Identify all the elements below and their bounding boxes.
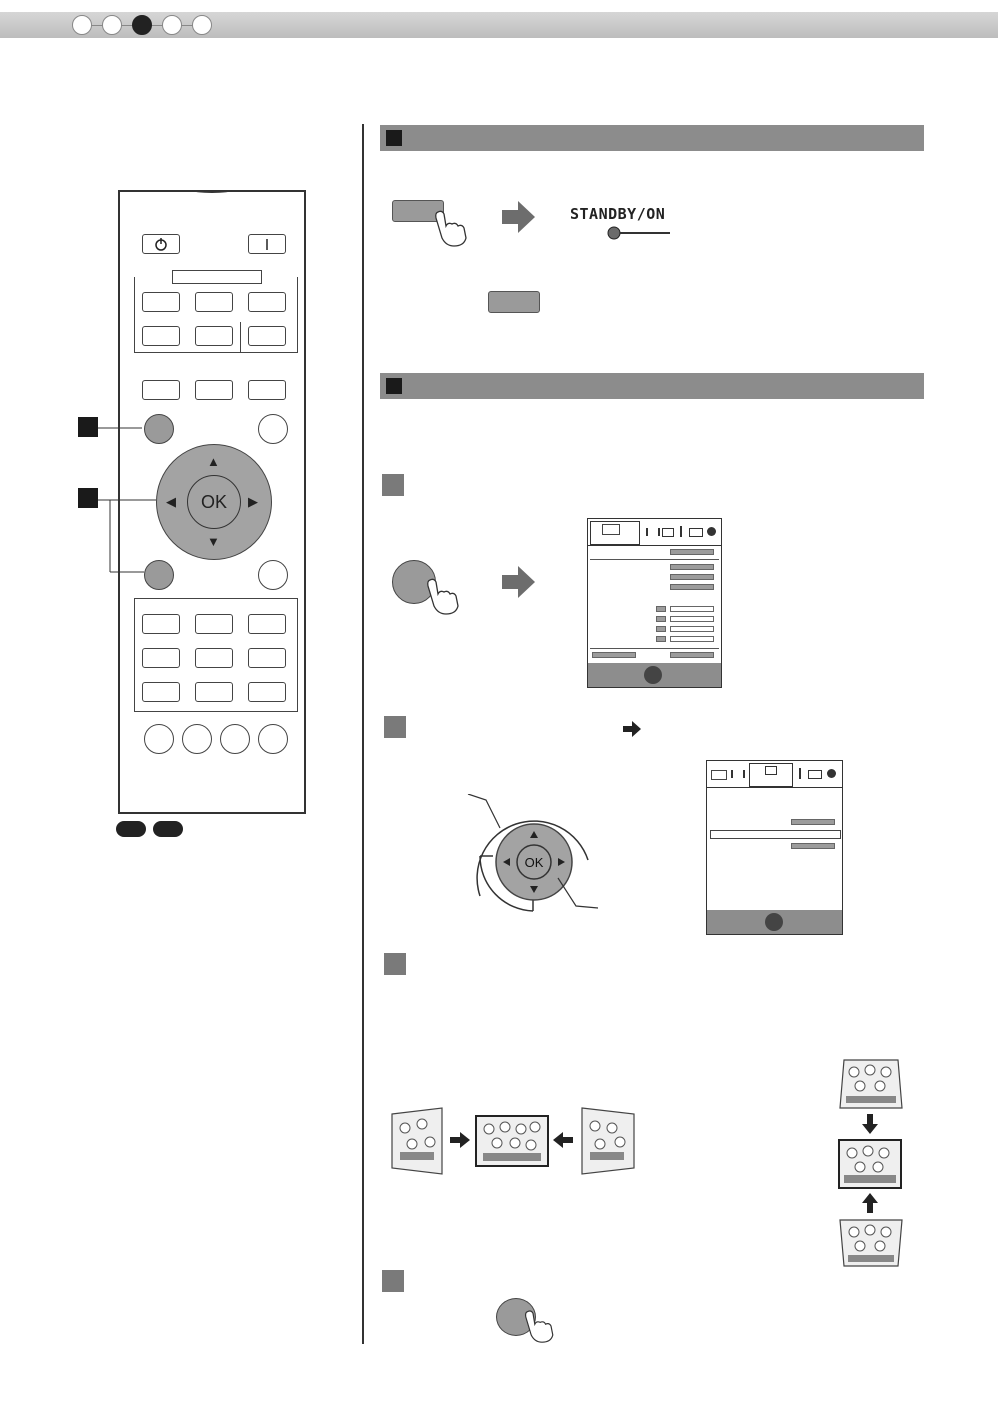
right-arrow-icon xyxy=(449,1132,471,1148)
column-divider xyxy=(362,124,364,1344)
menu-value-4 xyxy=(670,584,714,590)
menu-footer-dpad-icon xyxy=(765,913,783,931)
progress-step-2 xyxy=(102,15,122,35)
dpad-detail-ok-label: OK xyxy=(524,855,544,870)
menu-value-2 xyxy=(791,843,835,849)
menu-tab-bar xyxy=(707,761,842,788)
menu-screen-picture xyxy=(587,518,722,688)
remote-badge-2 xyxy=(153,821,183,837)
progress-step-4 xyxy=(162,15,182,35)
section-marker-2 xyxy=(386,378,402,394)
menu-footer-value-2 xyxy=(670,652,714,658)
menu-screen-installation xyxy=(706,760,843,935)
menu-footer-dpad-icon xyxy=(644,666,662,684)
on-icon xyxy=(249,235,285,253)
remote-marker-1 xyxy=(78,417,98,437)
menu-slider-value-4 xyxy=(656,636,666,642)
menu-value-3 xyxy=(670,574,714,580)
round-button-3[interactable] xyxy=(220,724,250,754)
display-tab-icon xyxy=(662,528,674,537)
menu-slider-value-2 xyxy=(656,616,666,622)
function-tab-icon xyxy=(689,528,703,537)
remote-top-notch xyxy=(192,188,232,193)
grid-button-8[interactable] xyxy=(195,682,233,702)
input-button-3[interactable] xyxy=(248,292,286,312)
grid-button-3[interactable] xyxy=(248,614,286,634)
info-button[interactable] xyxy=(258,560,288,590)
menu-slider-value-1 xyxy=(656,606,666,612)
keystone-image-icon xyxy=(390,1106,444,1176)
wrench-tab-icon xyxy=(799,768,801,779)
menu-divider-2 xyxy=(590,648,719,649)
input-group-label-box xyxy=(172,270,262,284)
info-tab-icon xyxy=(707,527,716,536)
remote-marker-2 xyxy=(78,488,98,508)
right-arrow-icon xyxy=(622,720,642,738)
menu-slider-2 xyxy=(670,616,714,622)
keystone-image-icon xyxy=(838,1058,904,1110)
grid-button-1[interactable] xyxy=(142,614,180,634)
on-button[interactable] xyxy=(248,234,286,254)
progress-step-5 xyxy=(192,15,212,35)
grid-button-6[interactable] xyxy=(248,648,286,668)
remote-ok-label: OK xyxy=(200,491,227,512)
keystone-image-icon xyxy=(838,1218,904,1268)
wrench-tab-icon xyxy=(680,526,682,537)
right-arrow-icon xyxy=(500,563,538,601)
input-button-1[interactable] xyxy=(142,292,180,312)
remote-button-c[interactable] xyxy=(248,380,286,400)
input-button-6[interactable] xyxy=(248,326,286,346)
standby-indicator-label: STANDBY/ON xyxy=(570,205,666,223)
step-square-2 xyxy=(384,716,406,738)
keystone-image-icon xyxy=(580,1106,636,1176)
standby-button[interactable] xyxy=(142,234,180,254)
function-tab-icon xyxy=(808,770,822,779)
dpad-left-icon[interactable]: ◀ xyxy=(166,494,176,509)
menu-footer-value-1 xyxy=(592,652,636,658)
menu-slider-4 xyxy=(670,636,714,642)
down-arrow-icon xyxy=(862,1113,878,1135)
round-button-4[interactable] xyxy=(258,724,288,754)
display-tab-icon xyxy=(765,766,777,775)
menu-value-1 xyxy=(670,549,714,555)
dpad-detail-diagram xyxy=(458,794,608,924)
step-square-4 xyxy=(382,1270,404,1292)
round-button-1[interactable] xyxy=(144,724,174,754)
section-bar-2 xyxy=(380,373,924,399)
dpad-down-icon[interactable]: ▼ xyxy=(207,534,220,549)
grid-button-2[interactable] xyxy=(195,614,233,634)
input-tab-icon xyxy=(731,770,745,778)
menu-tab-bar xyxy=(588,519,721,546)
input-button-4[interactable] xyxy=(142,326,180,346)
keystone-image-icon xyxy=(475,1115,549,1167)
remote-button-a[interactable] xyxy=(142,380,180,400)
input-button-5[interactable] xyxy=(195,326,233,346)
standby-indicator-led xyxy=(604,224,674,242)
picture-tab-icon xyxy=(711,770,727,780)
section-marker-1 xyxy=(386,130,402,146)
grid-button-9[interactable] xyxy=(248,682,286,702)
dpad-right-icon[interactable]: ▶ xyxy=(248,494,258,509)
step-square-1 xyxy=(382,474,404,496)
round-button-2[interactable] xyxy=(182,724,212,754)
menu-value-2 xyxy=(670,564,714,570)
keystone-image-icon xyxy=(838,1139,902,1189)
section-bar-1 xyxy=(380,125,924,151)
grid-button-7[interactable] xyxy=(142,682,180,702)
remote-ok-button[interactable] xyxy=(187,475,241,529)
step-square-3 xyxy=(384,953,406,975)
input-button-2[interactable] xyxy=(195,292,233,312)
progress-step-3-active xyxy=(132,15,152,35)
menu-footer-bar xyxy=(707,910,842,934)
group-divider xyxy=(240,322,241,352)
remote-button-b[interactable] xyxy=(195,380,233,400)
menu-value-1 xyxy=(791,819,835,825)
dpad-up-icon[interactable]: ▲ xyxy=(207,454,220,469)
back-button[interactable] xyxy=(258,414,288,444)
menu-footer-bar xyxy=(588,663,721,687)
remote-callout-lines xyxy=(96,420,156,580)
picture-tab-icon xyxy=(602,524,620,535)
remote-badge-1 xyxy=(116,821,146,837)
input-tab-icon xyxy=(646,528,660,536)
hand-press-icon xyxy=(522,1308,562,1344)
up-arrow-icon xyxy=(862,1192,878,1214)
grid-button-5[interactable] xyxy=(195,648,233,668)
info-tab-icon xyxy=(827,769,836,778)
standby-key-inline[interactable] xyxy=(488,291,540,313)
power-icon xyxy=(143,235,179,253)
menu-slider-1 xyxy=(670,606,714,612)
progress-step-1 xyxy=(72,15,92,35)
grid-button-4[interactable] xyxy=(142,648,180,668)
menu-selected-row xyxy=(710,830,841,839)
menu-divider xyxy=(590,559,719,560)
menu-slider-value-3 xyxy=(656,626,666,632)
right-arrow-icon xyxy=(500,198,538,236)
hand-press-icon xyxy=(424,576,468,616)
menu-slider-3 xyxy=(670,626,714,632)
left-arrow-icon xyxy=(552,1132,574,1148)
hand-press-icon xyxy=(432,208,476,248)
